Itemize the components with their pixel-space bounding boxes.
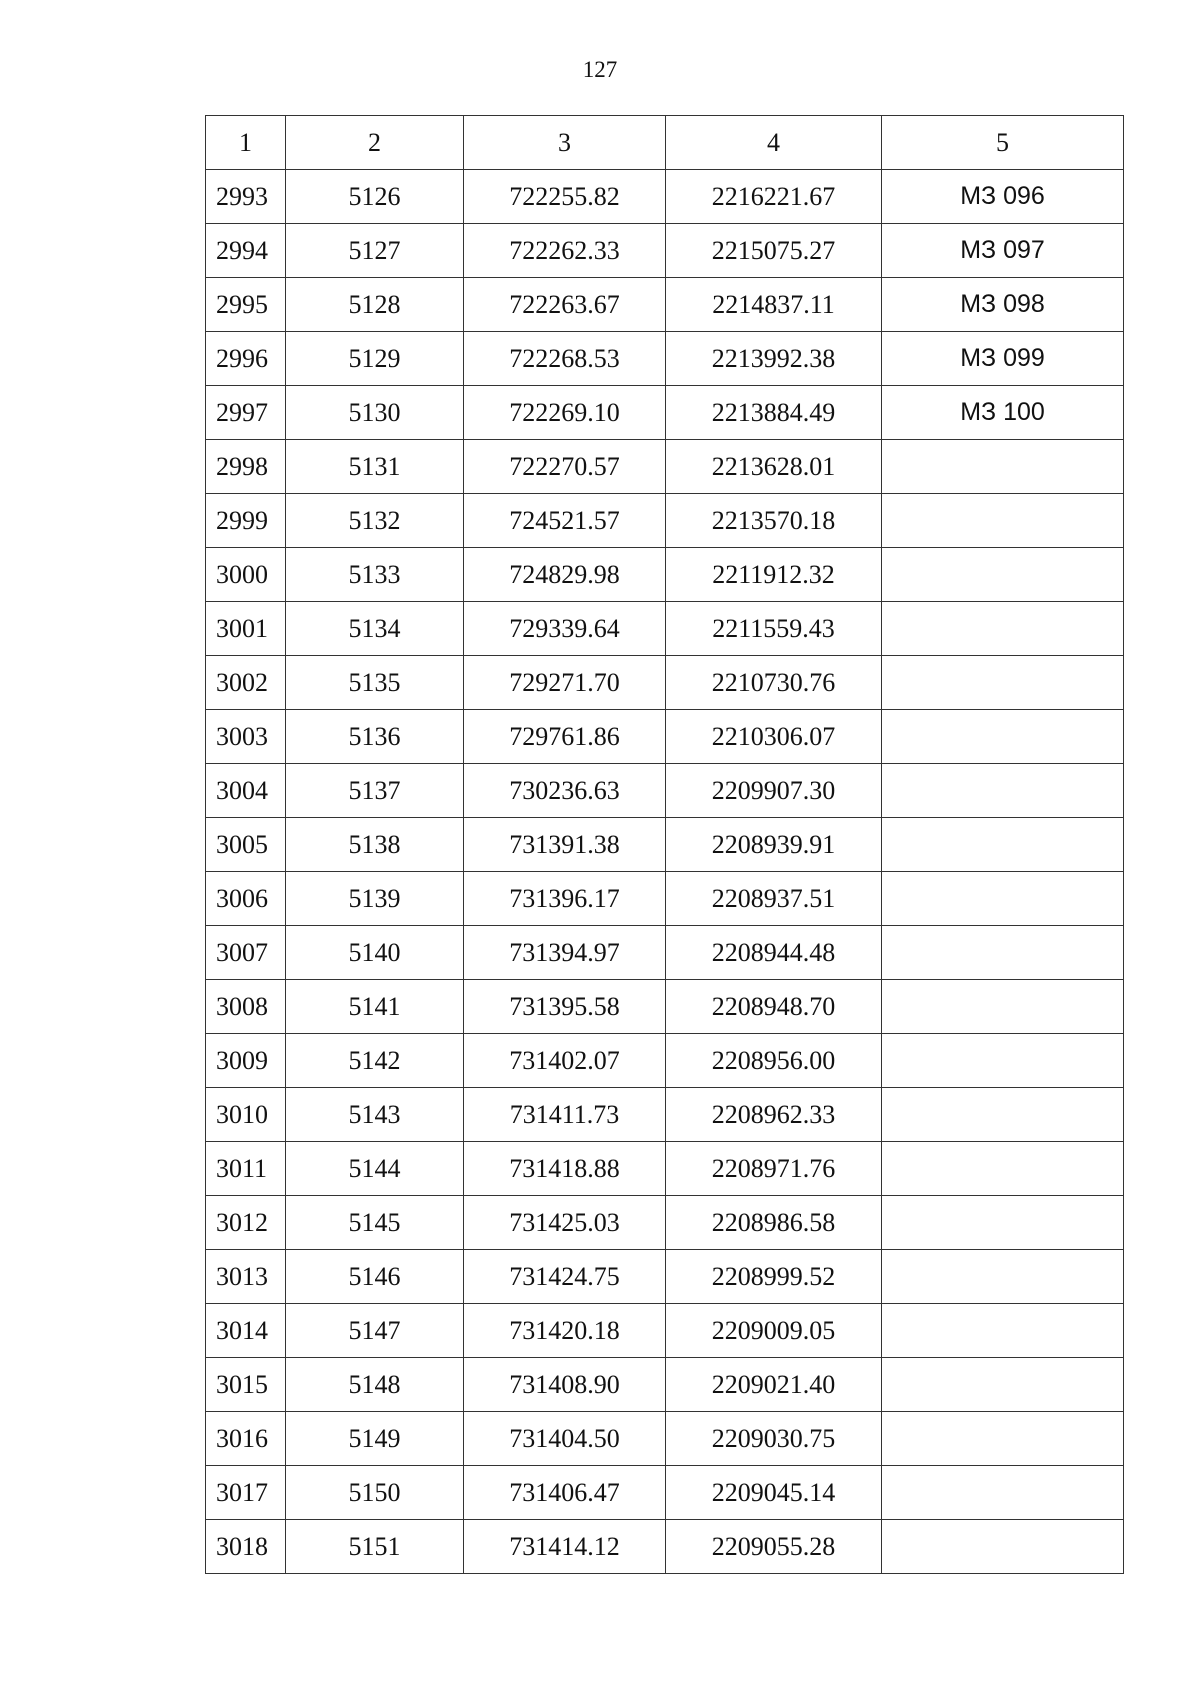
point-number-cell: 5146 [286,1250,464,1304]
y-coordinate-cell: 2208971.76 [666,1142,882,1196]
row-number-cell: 3009 [206,1034,286,1088]
row-number-cell: 3002 [206,656,286,710]
x-coordinate-cell: 731402.07 [464,1034,666,1088]
marker-cell [882,980,1124,1034]
marker-cell [882,1466,1124,1520]
row-number-cell: 3011 [206,1142,286,1196]
table-row [206,170,1124,224]
y-coordinate-cell: 2208948.70 [666,980,882,1034]
point-number-cell: 5141 [286,980,464,1034]
table-row [206,764,1124,818]
table-row [206,1520,1124,1574]
y-coordinate-cell: 2213884.49 [666,386,882,440]
table-row [206,278,1124,332]
row-number-cell: 3007 [206,926,286,980]
row-number-cell: 3000 [206,548,286,602]
marker-cell [882,1088,1124,1142]
marker-cell: МЗ 096 [882,170,1124,224]
x-coordinate-cell: 729271.70 [464,656,666,710]
point-number-cell: 5132 [286,494,464,548]
x-coordinate-cell: 731394.97 [464,926,666,980]
marker-cell [882,818,1124,872]
y-coordinate-cell: 2208944.48 [666,926,882,980]
table-row [206,440,1124,494]
row-number-cell: 3015 [206,1358,286,1412]
marker-cell: МЗ 097 [882,224,1124,278]
x-coordinate-cell: 731404.50 [464,1412,666,1466]
marker-cell [882,926,1124,980]
row-number-cell: 3005 [206,818,286,872]
x-coordinate-cell: 722262.33 [464,224,666,278]
point-number-cell: 5142 [286,1034,464,1088]
y-coordinate-cell: 2215075.27 [666,224,882,278]
y-coordinate-cell: 2209009.05 [666,1304,882,1358]
table-body [206,170,1124,1574]
x-coordinate-cell: 731408.90 [464,1358,666,1412]
marker-cell [882,440,1124,494]
y-coordinate-cell: 2213992.38 [666,332,882,386]
y-coordinate-cell: 2210730.76 [666,656,882,710]
coordinates-table [205,115,1124,1574]
y-coordinate-cell: 2213628.01 [666,440,882,494]
y-coordinate-cell: 2210306.07 [666,710,882,764]
x-coordinate-cell: 731414.12 [464,1520,666,1574]
y-coordinate-cell: 2214837.11 [666,278,882,332]
x-coordinate-cell: 730236.63 [464,764,666,818]
marker-cell [882,1520,1124,1574]
y-coordinate-cell: 2208999.52 [666,1250,882,1304]
y-coordinate-cell: 2208937.51 [666,872,882,926]
y-coordinate-cell: 2209907.30 [666,764,882,818]
point-number-cell: 5151 [286,1520,464,1574]
y-coordinate-cell: 2209030.75 [666,1412,882,1466]
row-number-cell: 3006 [206,872,286,926]
x-coordinate-cell: 731424.75 [464,1250,666,1304]
marker-cell [882,1304,1124,1358]
row-number-cell: 2995 [206,278,286,332]
point-number-cell: 5138 [286,818,464,872]
marker-cell [882,764,1124,818]
y-coordinate-cell: 2209055.28 [666,1520,882,1574]
marker-cell: МЗ 099 [882,332,1124,386]
row-number-cell: 3013 [206,1250,286,1304]
table-row [206,1088,1124,1142]
point-number-cell: 5130 [286,386,464,440]
y-coordinate-cell: 2208939.91 [666,818,882,872]
point-number-cell: 5149 [286,1412,464,1466]
row-number-cell: 3012 [206,1196,286,1250]
table-row [206,1034,1124,1088]
point-number-cell: 5135 [286,656,464,710]
x-coordinate-cell: 729761.86 [464,710,666,764]
table-row [206,818,1124,872]
marker-cell [882,1358,1124,1412]
page-number: 127 [582,57,618,82]
table-row [206,1358,1124,1412]
point-number-cell: 5148 [286,1358,464,1412]
row-number-cell: 3016 [206,1412,286,1466]
row-number-cell: 3001 [206,602,286,656]
point-number-cell: 5128 [286,278,464,332]
y-coordinate-cell: 2209021.40 [666,1358,882,1412]
table-row [206,1304,1124,1358]
x-coordinate-cell: 722268.53 [464,332,666,386]
row-number-cell: 3017 [206,1466,286,1520]
point-number-cell: 5129 [286,332,464,386]
y-coordinate-cell: 2208962.33 [666,1088,882,1142]
row-number-cell: 2994 [206,224,286,278]
point-number-cell: 5136 [286,710,464,764]
table-row [206,494,1124,548]
table-row [206,926,1124,980]
marker-cell [882,1196,1124,1250]
point-number-cell: 5147 [286,1304,464,1358]
column-header-5: 5 [882,116,1124,170]
x-coordinate-cell: 731406.47 [464,1466,666,1520]
table-row [206,224,1124,278]
marker-cell [882,1250,1124,1304]
marker-cell [882,872,1124,926]
row-number-cell: 2993 [206,170,286,224]
table-row [206,602,1124,656]
point-number-cell: 5144 [286,1142,464,1196]
table-row [206,1250,1124,1304]
row-number-cell: 3018 [206,1520,286,1574]
y-coordinate-cell: 2208956.00 [666,1034,882,1088]
x-coordinate-cell: 729339.64 [464,602,666,656]
point-number-cell: 5133 [286,548,464,602]
table-row [206,548,1124,602]
table-row [206,1142,1124,1196]
marker-cell [882,1412,1124,1466]
x-coordinate-cell: 731425.03 [464,1196,666,1250]
table-row [206,1196,1124,1250]
table-row [206,872,1124,926]
x-coordinate-cell: 722270.57 [464,440,666,494]
row-number-cell: 2998 [206,440,286,494]
table-row [206,710,1124,764]
row-number-cell: 3014 [206,1304,286,1358]
row-number-cell: 3004 [206,764,286,818]
row-number-cell: 3008 [206,980,286,1034]
y-coordinate-cell: 2216221.67 [666,170,882,224]
table-row [206,656,1124,710]
x-coordinate-cell: 724521.57 [464,494,666,548]
row-number-cell: 2999 [206,494,286,548]
x-coordinate-cell: 731418.88 [464,1142,666,1196]
table-row [206,332,1124,386]
marker-cell [882,710,1124,764]
column-header-4: 4 [666,116,882,170]
point-number-cell: 5137 [286,764,464,818]
x-coordinate-cell: 731396.17 [464,872,666,926]
point-number-cell: 5127 [286,224,464,278]
marker-cell [882,494,1124,548]
row-number-cell: 3010 [206,1088,286,1142]
y-coordinate-cell: 2213570.18 [666,494,882,548]
y-coordinate-cell: 2211559.43 [666,602,882,656]
column-header-3: 3 [464,116,666,170]
column-header-1: 1 [206,116,286,170]
point-number-cell: 5140 [286,926,464,980]
x-coordinate-cell: 722255.82 [464,170,666,224]
table-header [206,116,1124,170]
point-number-cell: 5145 [286,1196,464,1250]
table-row [206,980,1124,1034]
table-row [206,1466,1124,1520]
x-coordinate-cell: 722263.67 [464,278,666,332]
y-coordinate-cell: 2211912.32 [666,548,882,602]
x-coordinate-cell: 731391.38 [464,818,666,872]
row-number-cell: 3003 [206,710,286,764]
marker-cell [882,548,1124,602]
point-number-cell: 5139 [286,872,464,926]
row-number-cell: 2996 [206,332,286,386]
marker-cell [882,602,1124,656]
marker-cell [882,1142,1124,1196]
row-number-cell: 2997 [206,386,286,440]
y-coordinate-cell: 2209045.14 [666,1466,882,1520]
point-number-cell: 5126 [286,170,464,224]
marker-cell [882,1034,1124,1088]
table-row [206,1412,1124,1466]
x-coordinate-cell: 731395.58 [464,980,666,1034]
x-coordinate-cell: 731411.73 [464,1088,666,1142]
x-coordinate-cell: 731420.18 [464,1304,666,1358]
point-number-cell: 5150 [286,1466,464,1520]
point-number-cell: 5134 [286,602,464,656]
marker-cell: МЗ 100 [882,386,1124,440]
point-number-cell: 5143 [286,1088,464,1142]
table-row [206,386,1124,440]
marker-cell [882,656,1124,710]
x-coordinate-cell: 722269.10 [464,386,666,440]
marker-cell: МЗ 098 [882,278,1124,332]
y-coordinate-cell: 2208986.58 [666,1196,882,1250]
x-coordinate-cell: 724829.98 [464,548,666,602]
header-row [206,116,1124,170]
point-number-cell: 5131 [286,440,464,494]
column-header-2: 2 [286,116,464,170]
